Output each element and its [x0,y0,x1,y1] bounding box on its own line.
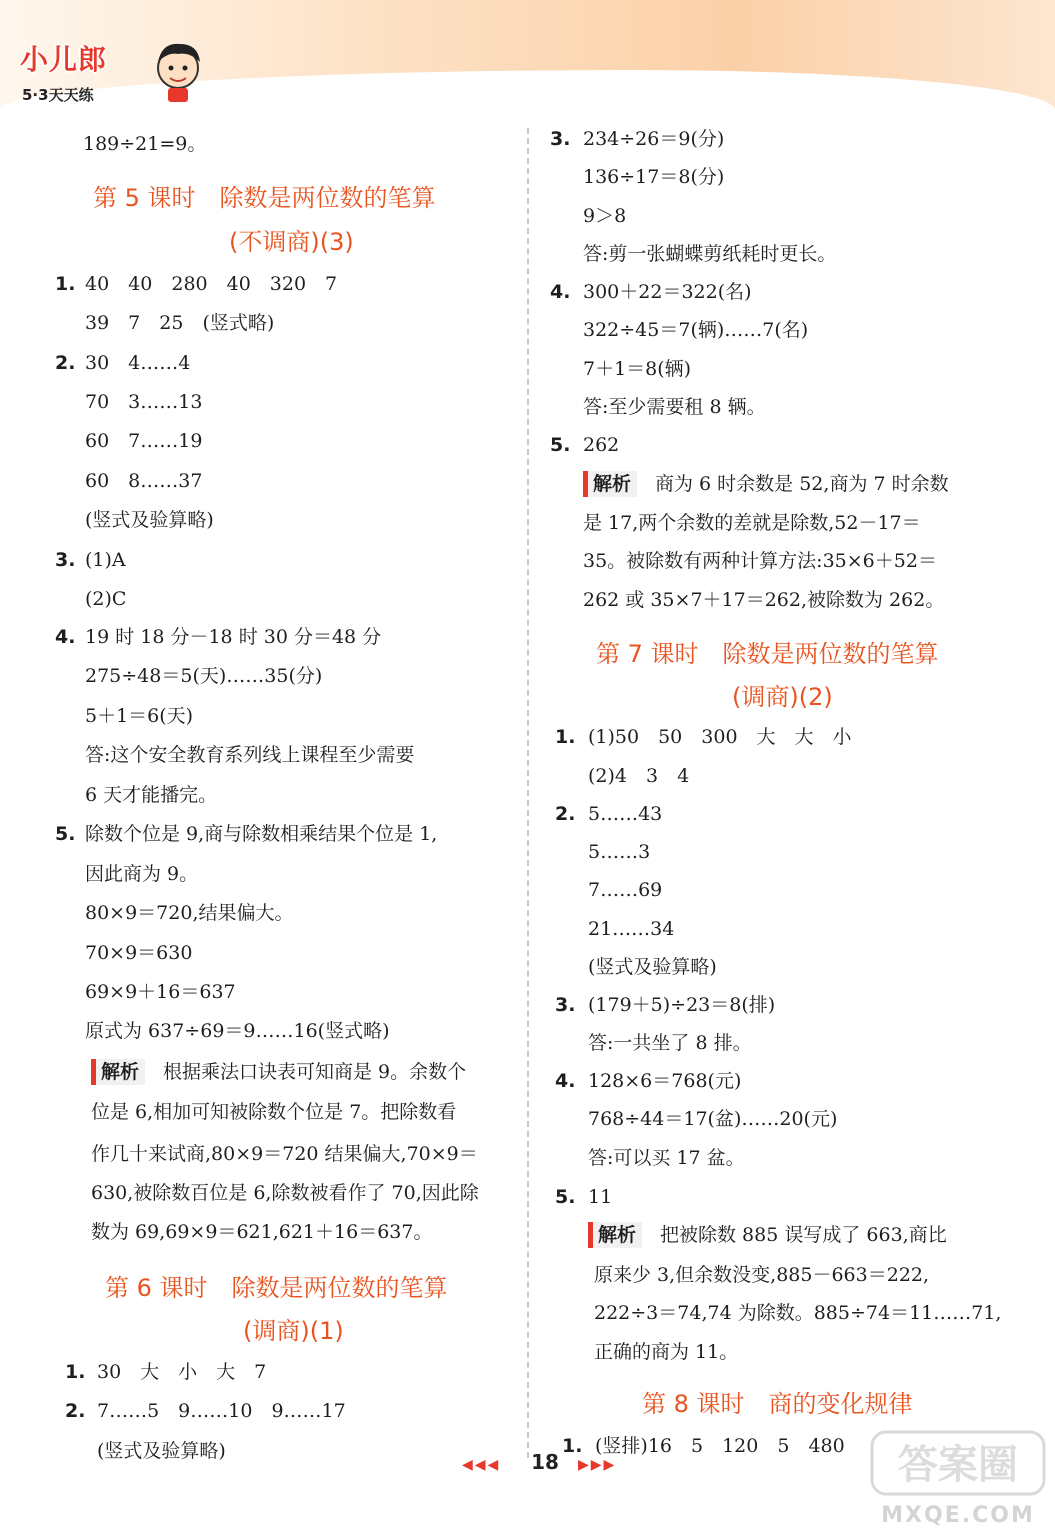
answer-line: 原式为 637÷69＝9……16(竖式略) [85,1020,390,1042]
analysis-line: 原来少 3,但余数没变,885－663＝222, [594,1264,930,1286]
answer-line: 234÷26＝9(分) [583,128,725,150]
analysis-tag: 解析 [583,471,637,497]
answer-line: 11 [588,1186,613,1208]
question-number: 1. [55,273,76,295]
lesson8-title: 第 8 课时 商的变化规律 [642,1390,913,1418]
answer-line: 262 [583,434,620,456]
lesson7-subtitle: (调商)(2) [732,683,833,711]
analysis-tag: 解析 [91,1059,145,1085]
question-number: 3. [550,128,571,150]
question-number: 4. [550,281,571,303]
answer-line: 60 7……19 [85,430,203,452]
answer-line: 322÷45＝7(辆)……7(名) [583,319,809,341]
analysis-line: 数为 69,69×9＝621,621＋16＝637。 [91,1221,433,1243]
mascot-icon [150,38,206,104]
lesson6-title: 第 6 课时 除数是两位数的笔算 [105,1274,448,1302]
answer-line: 5＋1＝6(天) [85,705,194,727]
question-number: 1. [562,1435,583,1457]
answer-line: 6 天才能播完。 [85,784,218,806]
answer-line: 21……34 [588,918,675,940]
answer-line: 5……43 [588,803,663,825]
analysis-line: 位是 6,相加可知被除数个位是 7。把除数看 [91,1101,457,1123]
answer-line: 69×9＋16＝637 [85,981,236,1003]
analysis-line: 630,被除数百位是 6,除数被看作了 70,因此除 [91,1182,479,1204]
answer-line: (1)50 50 300 大 大 小 [588,726,852,748]
analysis-line: 是 17,两个余数的差就是除数,52－17＝ [583,512,921,534]
question-number: 2. [55,352,76,374]
answer-line: 40 40 280 40 320 7 [85,273,338,295]
answer-line: (179＋5)÷23＝8(排) [588,994,776,1016]
question-number: 3. [55,549,76,571]
question-number: 3. [555,994,576,1016]
answer-line: 39 7 25 (竖式略) [85,312,275,334]
answer-line: 768÷44＝17(盆)……20(元) [588,1108,838,1130]
brand-logo [20,38,210,108]
brand-name: 小儿郎 [20,43,108,76]
answer-line: 答:这个安全教育系列线上课程至少需要 [85,744,415,766]
answer-line: (1)A [85,549,126,571]
analysis-tag: 解析 [588,1222,642,1248]
page-number: 18 [531,1450,559,1474]
question-number: 5. [550,434,571,456]
answer-line: 30 4……4 [85,352,191,374]
next-arrows-icon: ▶▶▶ [578,1457,617,1473]
analysis-line: 正确的商为 11。 [594,1341,739,1363]
answer-line: (2)C [85,588,127,610]
question-number: 2. [65,1400,86,1422]
analysis-block [583,471,949,497]
answer-line: (竖式及验算略) [85,509,214,531]
answer-line: (竖式及验算略) [588,956,717,978]
answer-line: 70×9＝630 [85,942,193,964]
lesson5-subtitle: (不调商)(3) [229,228,354,256]
lesson6-subtitle: (调商)(1) [243,1317,344,1345]
answer-line: 19 时 18 分－18 时 30 分＝48 分 [85,626,382,648]
series-name: 5·3天天练 [22,86,94,104]
answer-line: 答:至少需要租 8 辆。 [583,396,766,418]
column-divider [527,128,529,1458]
prev-arrows-icon: ◀◀◀ [462,1457,501,1473]
analysis-block [91,1059,466,1085]
answer-line: 7……5 9……10 9……17 [97,1400,346,1422]
question-number: 5. [55,823,76,845]
watermark-bottom: MXQE.COM [881,1503,1035,1528]
question-number: 1. [555,726,576,748]
question-number: 2. [555,803,576,825]
answer-line: 除数个位是 9,商与除数相乘结果个位是 1, [85,823,438,845]
answer-line: 答:剪一张蝴蝶剪纸耗时更长。 [583,243,837,265]
lesson5-title: 第 5 课时 除数是两位数的笔算 [93,184,436,212]
answer-line: 7＋1＝8(辆) [583,358,692,380]
answer-line: 275÷48＝5(天)……35(分) [85,665,323,687]
analysis-line: 作几十来试商,80×9＝720 结果偏大,70×9＝ [91,1143,478,1165]
answer-line: 300＋22＝322(名) [583,281,752,303]
analysis-line: 35。被除数有两种计算方法:35×6＋52＝ [583,550,937,572]
question-number: 1. [65,1361,86,1383]
watermark-logo [868,1428,1048,1528]
answer-line: 70 3……13 [85,391,203,413]
answer-line: 7……69 [588,879,663,901]
answer-line: (2)4 3 4 [588,765,690,787]
answer-line: 136÷17＝8(分) [583,166,725,188]
analysis-line: 商为 6 时余数是 52,商为 7 时余数 [655,473,949,495]
answer-line: 30 大 小 大 7 [97,1361,267,1383]
answer-line: 5……3 [588,841,651,863]
answer-line: 80×9＝720,结果偏大。 [85,902,294,924]
question-number: 4. [555,1070,576,1092]
analysis-block [588,1222,947,1248]
answer-line: (竖排)16 5 120 5 480 [595,1435,845,1457]
answer-line: 答:一共坐了 8 排。 [588,1032,752,1054]
answer-line: 9＞8 [583,205,627,227]
analysis-line: 根据乘法口诀表可知商是 9。余数个 [163,1061,467,1083]
analysis-line: 把被除数 885 误写成了 663,商比 [660,1224,947,1246]
answer-line: 60 8……37 [85,470,203,492]
answer-line: 128×6＝768(元) [588,1070,742,1092]
lesson7-title: 第 7 课时 除数是两位数的笔算 [596,640,939,668]
question-number: 4. [55,626,76,648]
answer-line: 答:可以买 17 盆。 [588,1147,745,1169]
carry-line: 189÷21=9。 [83,133,207,155]
watermark-top: 答案圈 [898,1442,1018,1488]
answer-line: (竖式及验算略) [97,1440,226,1462]
analysis-line: 262 或 35×7＋17＝262,被除数为 262。 [583,589,945,611]
question-number: 5. [555,1186,576,1208]
answer-line: 因此商为 9。 [85,863,199,885]
analysis-line: 222÷3＝74,74 为除数。885÷74＝11……71, [594,1302,1002,1324]
